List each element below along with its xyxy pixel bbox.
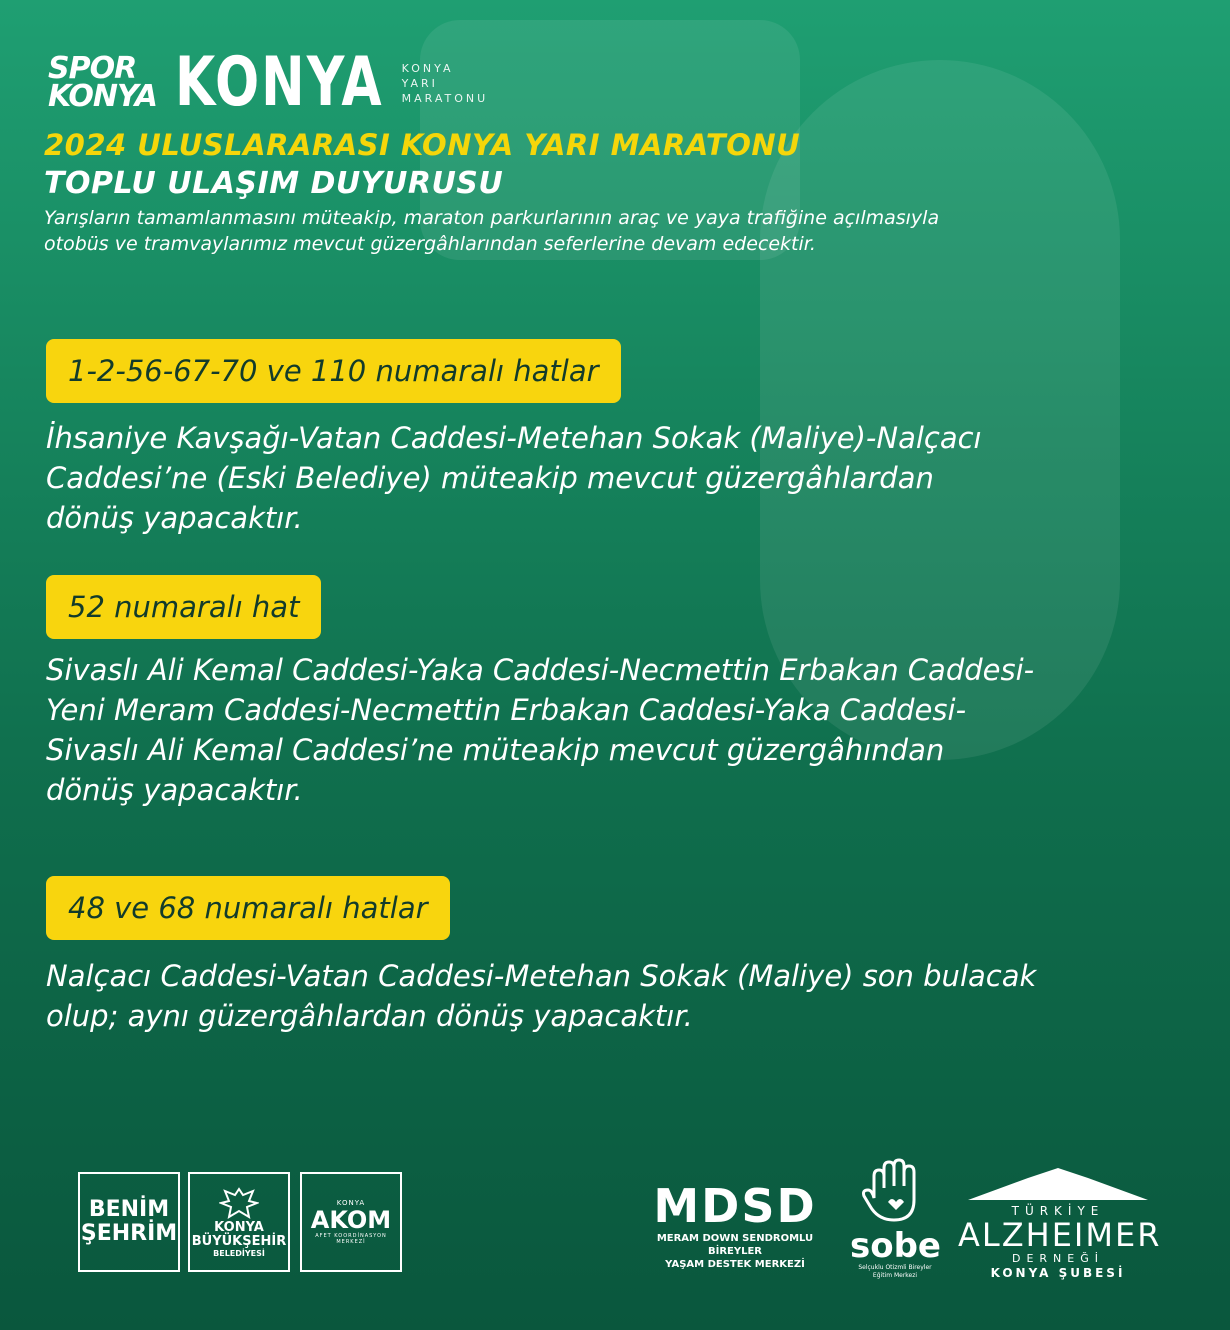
event-title: 2024 ULUSLARARASI KONYA YARI MARATONU [44, 128, 801, 162]
sobe-subtitle: Selçuklu Otizmli Bireyler Eğitim Merkezi [858, 1264, 932, 1279]
description-line: dönüş yapacaktır. [46, 773, 303, 807]
intro-line: Yarışların tamamlanmasını müteakip, maraton parkurlarının araç ve yaya trafiğine açılmasıyla [44, 207, 940, 229]
route-description-1 [46, 418, 1196, 538]
akom-top: KONYA [336, 1199, 366, 1207]
description-line: Yeni Meram Caddesi-Necmettin Erbakan Caddesi-Yaka Caddesi- [46, 693, 967, 727]
description-line: Caddesi’ne (Eski Belediye) müteakip mevcut güzergâhlardan [46, 461, 934, 495]
mdsd-line1: MERAM DOWN SENDROMLU BİREYLER [656, 1233, 814, 1257]
description-line: Nalçacı Caddesi-Vatan Caddesi-Metehan Sokak (Maliye) son bulacak [46, 959, 1037, 993]
mdsd-mark: MDSD [653, 1179, 817, 1233]
akom-bottom: AFET KOORDİNASYON MERKEZİ [315, 1233, 387, 1245]
benim-sehrim-logo [78, 1172, 180, 1272]
sobe-word: sobe [850, 1226, 941, 1266]
alz-top: TÜRKİYE [1011, 1204, 1105, 1218]
akom-main: AKOM [310, 1206, 392, 1234]
route-description-2 [46, 650, 1196, 810]
description-line: dönüş yapacaktır. [46, 501, 303, 535]
mdsd-logo [640, 1180, 830, 1271]
description-line: olup; aynı güzergâhlardan dönüş yapacaktır. [46, 999, 693, 1033]
eagle-emblem-icon [219, 1185, 259, 1221]
konya-marathon-logo-sub [402, 61, 489, 106]
intro-line: otobüs ve tramvaylarımız mevcut güzergâhlarından seferlerine devam edecektir. [44, 233, 816, 255]
benim-line1: BENİM [88, 1197, 170, 1222]
alzheimer-logo [958, 1166, 1162, 1281]
description-line: Sivaslı Ali Kemal Caddesi’ne müteakip mevcut güzergâhından [46, 733, 945, 767]
description-line: Sivaslı Ali Kemal Caddesi-Yaka Caddesi-Necmettin Erbakan Caddesi- [46, 653, 1035, 687]
konya-marathon-logo-mark: KONYA [175, 44, 384, 122]
spor-konya-logo-line1: SPOR [48, 51, 137, 86]
konya-sub-line3: MARATONU [401, 91, 489, 105]
alz-mid: DERNEĞİ [1011, 1252, 1104, 1265]
route-pill-2: 52 numaralı hat [46, 575, 321, 639]
benim-line2: ŞEHRİM [80, 1221, 178, 1246]
kbb-line3: BELEDİYESİ [213, 1249, 265, 1258]
route-pill-3: 48 ve 68 numaralı hatlar [46, 876, 450, 940]
header-logos [48, 44, 489, 122]
description-line: İhsaniye Kavşağı-Vatan Caddesi-Metehan Sokak (Maliye)-Nalçacı [46, 421, 982, 455]
hand-heart-icon [860, 1158, 930, 1224]
konya-sub-line2: YARI [401, 76, 438, 90]
spor-konya-logo-line2: KONYA [48, 79, 158, 114]
sobe-logo [850, 1158, 940, 1280]
alz-main: ALZHEIMER [958, 1216, 1162, 1254]
konya-sub-line1: KONYA [401, 61, 454, 75]
kbb-line2: BÜYÜKŞEHİR [191, 1234, 287, 1249]
announcement-title: TOPLU ULAŞIM DUYURUSU [44, 166, 504, 201]
akom-logo [300, 1172, 402, 1272]
alz-bottom: KONYA ŞUBESİ [990, 1266, 1126, 1280]
spor-konya-logo [48, 51, 158, 114]
mdsd-line2: YAŞAM DESTEK MERKEZİ [665, 1259, 805, 1270]
intro-text [44, 205, 1184, 257]
kbb-line1: KONYA [214, 1220, 264, 1235]
route-description-3 [46, 956, 1196, 1036]
mountain-icon [958, 1166, 1158, 1200]
route-pill-1: 1-2-56-67-70 ve 110 numaralı hatlar [46, 339, 621, 403]
konya-buyuksehir-logo [188, 1172, 290, 1272]
